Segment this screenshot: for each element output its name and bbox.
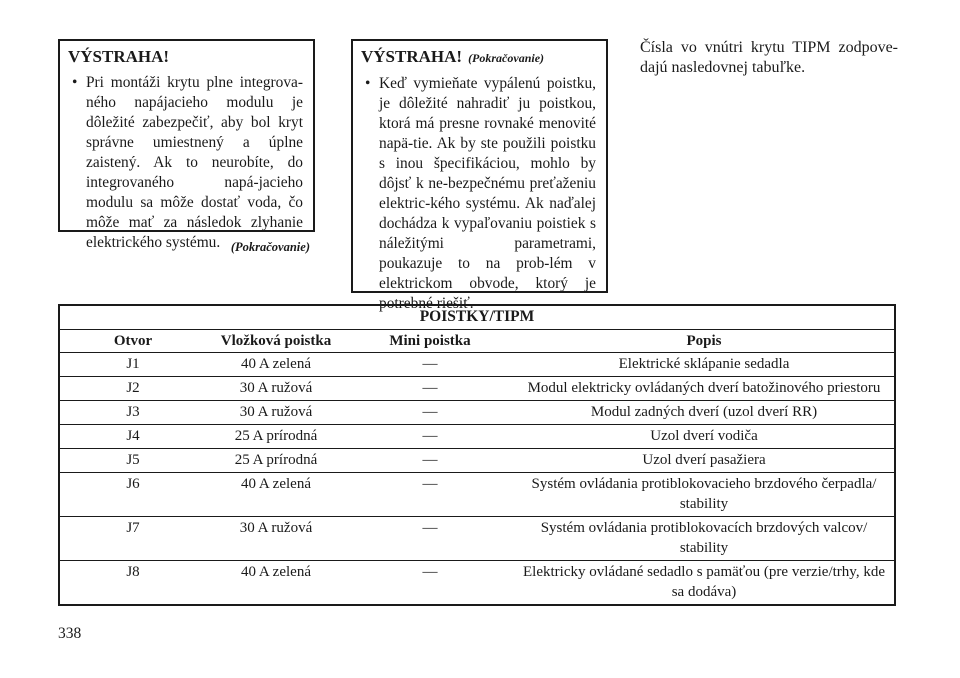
table-cell: J5 <box>59 449 206 473</box>
table-cell: Modul zadných dverí (uzol dverí RR) <box>514 401 895 425</box>
table-cell: J8 <box>59 561 206 606</box>
warning-text-content: Pri montáži krytu plne integrova-ného napájacieho modulu je dôležité zabezpečiť, aby bol kryt správne umiestnený a úplne zaistený. Ak to neurobíte, do integrovaného napá-jacieho modulu sa môže dostať voda, čo môže mať za následok zlyhanie elektrického systému. <box>86 74 303 251</box>
table-cell: — <box>346 425 514 449</box>
table-cell: 30 A ružová <box>206 517 346 561</box>
warning-title-text: VÝSTRAHA! <box>361 47 463 66</box>
table-row <box>59 401 895 425</box>
table-cell: 40 A zelená <box>206 561 346 606</box>
table-cell: 40 A zelená <box>206 353 346 377</box>
table-row <box>59 473 895 517</box>
warning-text <box>361 74 596 314</box>
warning-subtitle: (Pokračovanie) <box>468 51 545 65</box>
warning-title <box>361 47 596 68</box>
table-cell: 40 A zelená <box>206 473 346 517</box>
table-cell: Systém ovládania protiblokovacieho brzdového čerpadla/ stability <box>514 473 895 517</box>
table-cell: J6 <box>59 473 206 517</box>
table-cell: J2 <box>59 377 206 401</box>
table-cell: Modul elektricky ovládaných dverí batožinového priestoru <box>514 377 895 401</box>
table-cell: Elektricky ovládané sedadlo s pamäťou (pre verzie/trhy, kde sa dodáva) <box>514 561 895 606</box>
table-cell: — <box>346 401 514 425</box>
column-header: Popis <box>686 333 722 349</box>
warning-text <box>68 73 303 253</box>
table-cell: Elektrické sklápanie sedadla <box>514 353 895 377</box>
column-header: Vložková poistka <box>220 333 332 349</box>
warning-text-content: Keď vymieňate vypálenú poistku, je dôležité nahradiť ju poistkou, ktorá má presne rovnaké menovité napä-tie. Ak by ste použili poistku s inou špecifikáciou, mohlo by dôjsť k ne-bezpečnému preťaženiu elektric-kého systému. Ak naďalej dochádza k vypaľovaniu poistiek s náležitými parametrami, poukazuje to na prob-lém v elektrickom obvode, ktorý je potrebné riešiť. <box>379 75 596 312</box>
table-cell: Uzol dverí vodiča <box>514 425 895 449</box>
table-cell: — <box>346 473 514 517</box>
table-cell: J3 <box>59 401 206 425</box>
table-cell: Systém ovládania protiblokovacích brzdových valcov/ stability <box>514 517 895 561</box>
page-number: 338 <box>58 625 82 642</box>
table-cell: J1 <box>59 353 206 377</box>
table-cell: Uzol dverí pasažiera <box>514 449 895 473</box>
table-cell: — <box>346 353 514 377</box>
table-cell: J7 <box>59 517 206 561</box>
intro-paragraph: Čísla vo vnútri krytu TIPM zodpove-dajú nasledovnej tabuľke. <box>640 39 898 76</box>
table-row <box>59 561 895 606</box>
table-row <box>59 353 895 377</box>
table-cell: 25 A prírodná <box>206 425 346 449</box>
table-cell: 30 A ružová <box>206 401 346 425</box>
warning-box-right <box>351 39 608 312</box>
table-row <box>59 425 895 449</box>
table-cell: 30 A ružová <box>206 377 346 401</box>
table-cell: — <box>346 517 514 561</box>
table-cell: — <box>346 377 514 401</box>
bullet-icon: • <box>72 74 78 91</box>
continued-note: (Pokračovanie) <box>230 240 310 254</box>
table-row <box>59 377 895 401</box>
table-cell: — <box>346 561 514 606</box>
column-header: Mini poistka <box>389 333 471 349</box>
table-cell: 25 A prírodná <box>206 449 346 473</box>
table-row <box>59 517 895 561</box>
warning-title: VÝSTRAHA! <box>68 47 170 66</box>
column-header: Otvor <box>113 333 153 349</box>
table-row <box>59 449 895 473</box>
table-title: POISTKY/TIPM <box>59 305 895 330</box>
bullet-icon: • <box>365 75 371 92</box>
fuse-table <box>58 304 896 606</box>
table-cell: J4 <box>59 425 206 449</box>
table-cell: — <box>346 449 514 473</box>
